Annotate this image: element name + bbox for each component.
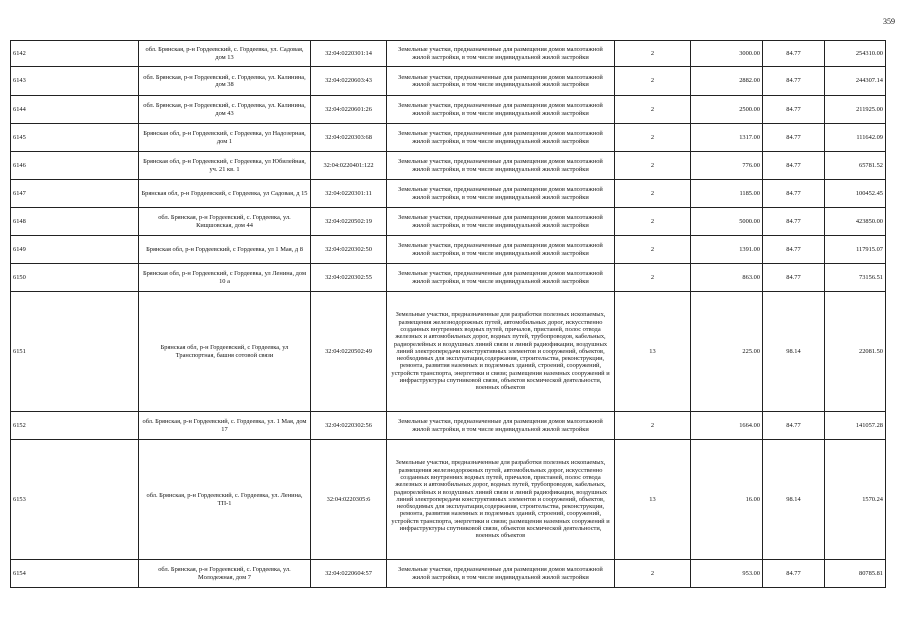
land-registry-table [10, 40, 886, 588]
table-row [11, 152, 886, 180]
area-cell: 776.00 [691, 152, 763, 180]
cadastral-value-cell: 244307.14 [825, 67, 886, 96]
land-purpose-cell: Земельные участки, предназначенные для разработки полезных ископаемых, размещения железнодорожных путей, автомобильных дорог, искусственно созданных внутренних водных путей, причалов, пристаней, полос отвода железных и автомобильных дорог, водных путей, трубопроводов, кабельных, радиорелейных и воздушных линий связи и линий радиофикации, воздушных линий электропередачи конструктивных элементов и сооружений, объектов, необходимых для эксплуатации,содержания, строительства, реконструкции, ремонта, развития наземных и подземных зданий, строений, сооружений, устройств транспорта, энергетики и связи; размещения наземных сооружений и инфраструктуры спутниковой связи, объектов космической деятельности, военных объектов [387, 440, 615, 560]
cadastral-value-cell: 22081.50 [825, 292, 886, 412]
group-cell: 2 [615, 560, 691, 588]
group-cell: 2 [615, 208, 691, 236]
area-cell: 225.00 [691, 292, 763, 412]
table-row [11, 412, 886, 440]
cadastral-value-cell: 73156.51 [825, 264, 886, 292]
table-body [11, 41, 886, 588]
table-row [11, 41, 886, 67]
table-row [11, 96, 886, 124]
cadastral-number-cell: 32:04:0220302:55 [311, 264, 387, 292]
address-cell: обл. Брянская, р-н Гордеевский, с. Гордеевка, ул. Молодежная, дом 7 [139, 560, 311, 588]
area-cell: 953.00 [691, 560, 763, 588]
row-number: 6144 [11, 96, 139, 124]
address-cell: Брянская обл, р-н Гордеевский, с Гордеевка, ул 1 Мая, д 8 [139, 236, 311, 264]
table-row [11, 292, 886, 412]
specific-value-cell: 98.14 [763, 292, 825, 412]
cadastral-value-cell: 80785.81 [825, 560, 886, 588]
specific-value-cell: 84.77 [763, 124, 825, 152]
cadastral-number-cell: 32:04:0220302:56 [311, 412, 387, 440]
land-purpose-cell: Земельные участки, предназначенные для размещения домов малоэтажной жилой застройки, в том числе индивидуальной жилой застройки [387, 412, 615, 440]
row-number: 6150 [11, 264, 139, 292]
area-cell: 16.00 [691, 440, 763, 560]
area-cell: 1664.00 [691, 412, 763, 440]
address-cell: Брянская обл, р-н Гордеевский, с Гордеевка, ул Юбилейная, уч. 21 кв. 1 [139, 152, 311, 180]
group-cell: 2 [615, 124, 691, 152]
cadastral-number-cell: 32:04:0220603:43 [311, 67, 387, 96]
cadastral-value-cell: 141057.28 [825, 412, 886, 440]
specific-value-cell: 98.14 [763, 440, 825, 560]
address-cell: обл. Брянская, р-н Гордеевский, с. Гордеевка, ул. Кищшовская, дом 44 [139, 208, 311, 236]
specific-value-cell: 84.77 [763, 152, 825, 180]
specific-value-cell: 84.77 [763, 560, 825, 588]
row-number: 6142 [11, 41, 139, 67]
area-cell: 5000.00 [691, 208, 763, 236]
area-cell: 3000.00 [691, 41, 763, 67]
row-number: 6152 [11, 412, 139, 440]
cadastral-number-cell: 32:04:0220601:26 [311, 96, 387, 124]
page-number: 359 [883, 17, 895, 26]
specific-value-cell: 84.77 [763, 180, 825, 208]
cadastral-value-cell: 1570.24 [825, 440, 886, 560]
specific-value-cell: 84.77 [763, 236, 825, 264]
land-purpose-cell: Земельные участки, предназначенные для размещения домов малоэтажной жилой застройки, в том числе индивидуальной жилой застройки [387, 560, 615, 588]
area-cell: 1185.00 [691, 180, 763, 208]
cadastral-value-cell: 117915.07 [825, 236, 886, 264]
cadastral-value-cell: 423850.00 [825, 208, 886, 236]
table-row [11, 67, 886, 96]
table-row [11, 560, 886, 588]
specific-value-cell: 84.77 [763, 208, 825, 236]
cadastral-number-cell: 32:04:0220502:19 [311, 208, 387, 236]
area-cell: 863.00 [691, 264, 763, 292]
land-purpose-cell: Земельные участки, предназначенные для размещения домов малоэтажной жилой застройки, в том числе индивидуальной жилой застройки [387, 264, 615, 292]
land-purpose-cell: Земельные участки, предназначенные для размещения домов малоэтажной жилой застройки, в том числе индивидуальной жилой застройки [387, 152, 615, 180]
row-number: 6146 [11, 152, 139, 180]
group-cell: 2 [615, 264, 691, 292]
group-cell: 2 [615, 412, 691, 440]
address-cell: Брянская обл, р-н Гордеевский, с Гордеевка, ул Ленина, дом 10 а [139, 264, 311, 292]
group-cell: 2 [615, 96, 691, 124]
row-number: 6153 [11, 440, 139, 560]
cadastral-number-cell: 32:04:0220305:6 [311, 440, 387, 560]
address-cell: Брянская обл, р-н Гордеевский, с Гордеевка, ул Надозерная, дом 1 [139, 124, 311, 152]
group-cell: 13 [615, 292, 691, 412]
area-cell: 1317.00 [691, 124, 763, 152]
address-cell: обл. Брянская, р-н Гордеевский, с. Гордеевка, ул. Садовая, дом 13 [139, 41, 311, 67]
cadastral-number-cell: 32:04:0220604:57 [311, 560, 387, 588]
row-number: 6143 [11, 67, 139, 96]
area-cell: 2500.00 [691, 96, 763, 124]
cadastral-number-cell: 32:04:0220401:122 [311, 152, 387, 180]
row-number: 6154 [11, 560, 139, 588]
group-cell: 2 [615, 41, 691, 67]
table-row [11, 236, 886, 264]
row-number: 6145 [11, 124, 139, 152]
land-purpose-cell: Земельные участки, предназначенные для размещения домов малоэтажной жилой застройки, в том числе индивидуальной жилой застройки [387, 236, 615, 264]
cadastral-number-cell: 32:04:0220301:11 [311, 180, 387, 208]
group-cell: 2 [615, 180, 691, 208]
land-purpose-cell: Земельные участки, предназначенные для размещения домов малоэтажной жилой застройки, в том числе индивидуальной жилой застройки [387, 96, 615, 124]
group-cell: 2 [615, 236, 691, 264]
address-cell: обл. Брянская, р-н Гордеевский, с. Гордеевка, ул. 1 Мая, дом 17 [139, 412, 311, 440]
cadastral-number-cell: 32:04:0220301:14 [311, 41, 387, 67]
address-cell: Брянская обл, р-н Гордеевский, с Гордеевка, ул Садовая, д 15 [139, 180, 311, 208]
cadastral-number-cell: 32:04:0220502:49 [311, 292, 387, 412]
table-row [11, 440, 886, 560]
table-row [11, 124, 886, 152]
cadastral-value-cell: 100452.45 [825, 180, 886, 208]
land-purpose-cell: Земельные участки, предназначенные для размещения домов малоэтажной жилой застройки, в том числе индивидуальной жилой застройки [387, 208, 615, 236]
row-number: 6147 [11, 180, 139, 208]
area-cell: 2882.00 [691, 67, 763, 96]
land-purpose-cell: Земельные участки, предназначенные для размещения домов малоэтажной жилой застройки, в том числе индивидуальной жилой застройки [387, 41, 615, 67]
address-cell: обл. Брянская, р-н Гордеевский, с. Гордеевка, ул. Ленина, ТП-1 [139, 440, 311, 560]
cadastral-value-cell: 111642.09 [825, 124, 886, 152]
area-cell: 1391.00 [691, 236, 763, 264]
group-cell: 13 [615, 440, 691, 560]
cadastral-number-cell: 32:04:0220303:68 [311, 124, 387, 152]
cadastral-number-cell: 32:04:0220302:50 [311, 236, 387, 264]
specific-value-cell: 84.77 [763, 96, 825, 124]
cadastral-value-cell: 211925.00 [825, 96, 886, 124]
table-row [11, 208, 886, 236]
group-cell: 2 [615, 152, 691, 180]
row-number: 6148 [11, 208, 139, 236]
cadastral-value-cell: 254310.00 [825, 41, 886, 67]
group-cell: 2 [615, 67, 691, 96]
table-row [11, 180, 886, 208]
cadastral-value-cell: 65781.52 [825, 152, 886, 180]
table-row [11, 264, 886, 292]
specific-value-cell: 84.77 [763, 67, 825, 96]
address-cell: обл. Брянская, р-н Гордеевский, с. Гордеевка, ул. Калинина, дом 38 [139, 67, 311, 96]
specific-value-cell: 84.77 [763, 412, 825, 440]
specific-value-cell: 84.77 [763, 264, 825, 292]
row-number: 6149 [11, 236, 139, 264]
specific-value-cell: 84.77 [763, 41, 825, 67]
row-number: 6151 [11, 292, 139, 412]
address-cell: обл. Брянская, р-н Гордеевский, с. Гордеевка, ул. Калинина, дом 43 [139, 96, 311, 124]
land-purpose-cell: Земельные участки, предназначенные для размещения домов малоэтажной жилой застройки, в том числе индивидуальной жилой застройки [387, 124, 615, 152]
land-purpose-cell: Земельные участки, предназначенные для размещения домов малоэтажной жилой застройки, в том числе индивидуальной жилой застройки [387, 67, 615, 96]
land-purpose-cell: Земельные участки, предназначенные для размещения домов малоэтажной жилой застройки, в том числе индивидуальной жилой застройки [387, 180, 615, 208]
address-cell: Брянская обл, р-н Гордеевский, с Гордеевка, ул Транспортная, башня сотовой связи [139, 292, 311, 412]
land-purpose-cell: Земельные участки, предназначенные для разработки полезных ископаемых, размещения железнодорожных путей, автомобильных дорог, искусственно созданных внутренних водных путей, причалов, пристаней, полос отвода железных и автомобильных дорог, водных путей, трубопроводов, кабельных, радиорелейных и воздушных линий связи и линий радиофикации, воздушных линий электропередачи конструктивных элементов и сооружений, объектов, необходимых для эксплуатации,содержания, строительства, реконструкции, ремонта, развития наземных и подземных зданий, строений, сооружений, устройств транспорта, энергетики и связи; размещения наземных сооружений и инфраструктуры спутниковой связи, объектов космической деятельности, военных объектов [387, 292, 615, 412]
